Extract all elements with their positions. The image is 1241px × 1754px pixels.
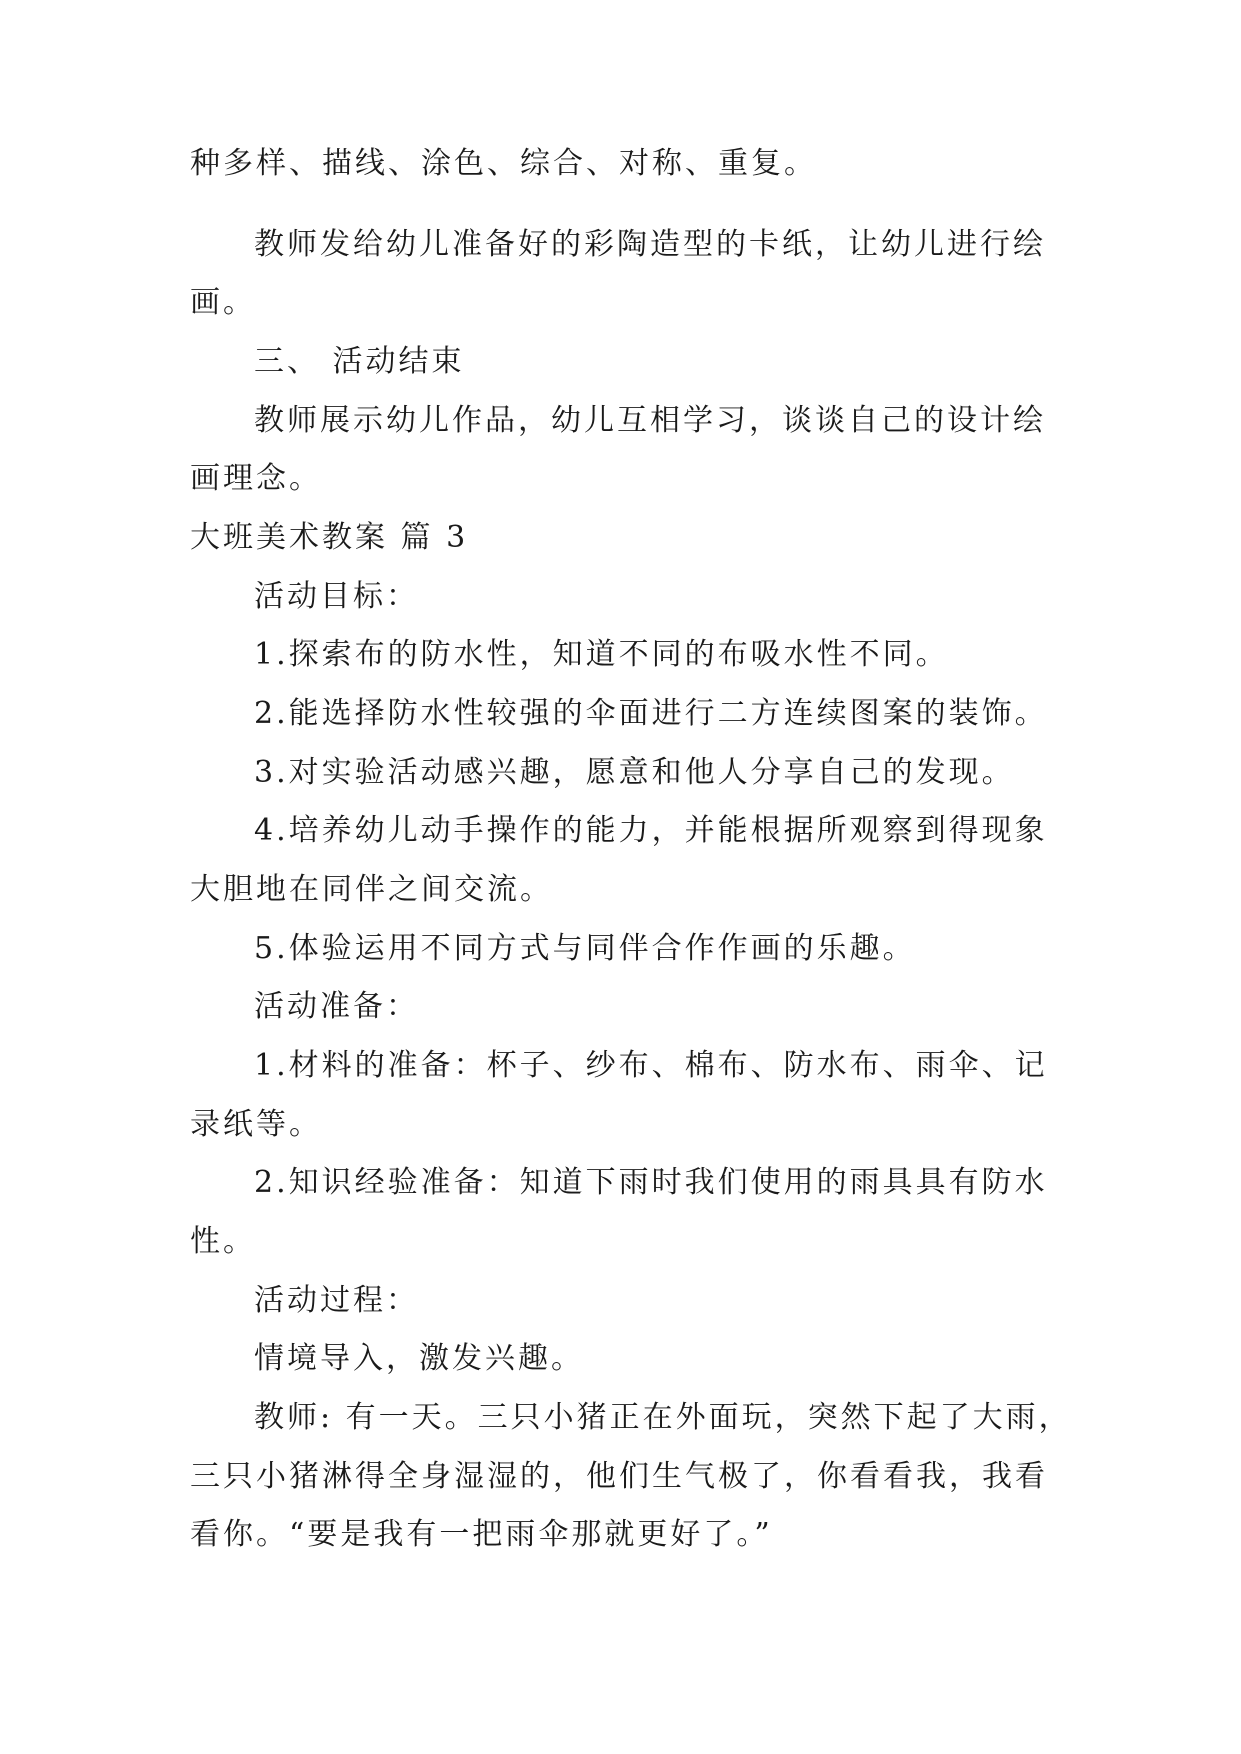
subheading: 活动目标： [254, 579, 419, 614]
text-line: 看你。“要是我有一把雨伞那就更好了。” [190, 1517, 773, 1552]
lesson-title: 大班美术教案 篇 3 [190, 520, 469, 555]
text-line: 教师: 有一天。三只小猪正在外面玩，突然下起了大雨， [254, 1400, 1072, 1435]
text-line: 教师展示幼儿作品，幼儿互相学习，谈谈自己的设计绘 [254, 403, 1046, 438]
subheading: 活动准备： [254, 989, 419, 1024]
subheading: 活动过程： [254, 1283, 419, 1318]
text-line: 大胆地在同伴之间交流。 [190, 872, 553, 907]
list-item: 1.探索布的防水性，知道不同的布吸水性不同。 [254, 637, 949, 672]
list-item: 3.对实验活动感兴趣，愿意和他人分享自己的发现。 [254, 755, 1015, 790]
text-line: 三只小猪淋得全身湿湿的，他们生气极了，你看看我，我看 [190, 1459, 1048, 1494]
text-line: 种多样、描线、涂色、综合、对称、重复。 [190, 146, 817, 181]
list-item: 1.材料的准备：杯子、纱布、棉布、防水布、雨伞、记 [254, 1048, 1048, 1083]
text-line: 画。 [190, 285, 256, 320]
text-line: 画理念。 [190, 461, 322, 496]
text-line: 录纸等。 [190, 1107, 322, 1142]
list-item: 2.能选择防水性较强的伞面进行二方连续图案的装饰。 [254, 696, 1048, 731]
list-item: 5.体验运用不同方式与同伴合作作画的乐趣。 [254, 931, 916, 966]
text-line: 性。 [190, 1224, 256, 1259]
text-line: 情境导入，激发兴趣。 [254, 1341, 584, 1376]
section-heading: 三、 活动结束 [254, 344, 465, 379]
list-item: 2.知识经验准备：知道下雨时我们使用的雨具具有防水 [254, 1165, 1048, 1200]
text-line: 教师发给幼儿准备好的彩陶造型的卡纸，让幼儿进行绘 [254, 227, 1046, 262]
list-item: 4.培养幼儿动手操作的能力，并能根据所观察到得现象 [254, 813, 1048, 848]
